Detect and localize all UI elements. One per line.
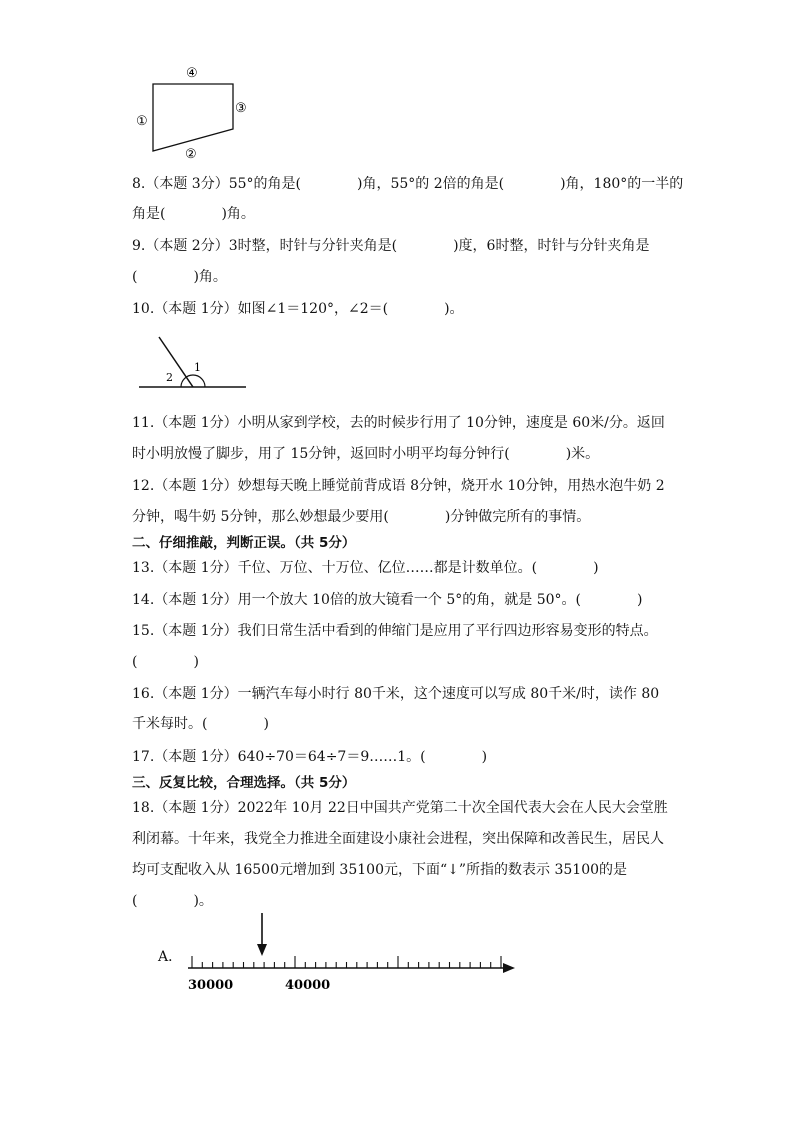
number-line-arrowhead (503, 963, 515, 973)
option-a-label: A． (158, 949, 183, 965)
question-9-line-2: ( )角。 (132, 269, 227, 285)
section-2-heading: 二、仔细推敲，判断正误。（共 5分） (132, 535, 356, 551)
question-11-line-1: 11.（本题 1分）小明从家到学校，去的时候步行用了 10分钟，速度是 60米/分。返回 (132, 415, 665, 431)
question-16-line-2: 千米每时。( ) (132, 716, 269, 732)
quadrilateral-shape (153, 84, 233, 151)
side-label-3: ③ (235, 101, 247, 116)
side-label-1: ① (136, 114, 148, 129)
angle-figure (135, 333, 250, 395)
question-10: 10.（本题 1分）如图∠1＝120°，∠2＝( )。 (132, 301, 464, 317)
question-18-line-3: 均可支配收入从 16500元增加到 35100元，下面“↓”所指的数表示 35100的是 (132, 862, 628, 878)
angle-ray (159, 337, 193, 387)
indicator-arrow-head (257, 944, 267, 956)
angle-label-2: 2 (166, 371, 173, 384)
angle-arc (181, 375, 205, 387)
question-15-line-2: ( ) (132, 654, 199, 670)
question-16-line-1: 16.（本题 1分）一辆汽车每小时行 80千米，这个速度可以写成 80千米/时，读作 80 (132, 686, 660, 702)
question-11-line-2: 时小明放慢了脚步，用了 15分钟，返回时小明平均每分钟行( )米。 (132, 446, 600, 462)
section-3-heading: 三、反复比较，合理选择。（共 5分） (132, 775, 356, 791)
angle-label-1: 1 (194, 361, 201, 374)
side-label-4: ④ (186, 66, 198, 81)
question-8-line-1: 8.（本题 3分）55°的角是( )角，55°的 2倍的角是( )角，180°的一半的 (132, 176, 684, 192)
question-15-line-1: 15.（本题 1分）我们日常生活中看到的伸缩门是应用了平行四边形容易变形的特点。 (132, 623, 658, 639)
question-13: 13.（本题 1分）千位、万位、十万位、亿位……都是计数单位。( ) (132, 560, 599, 576)
number-line-figure (180, 910, 525, 998)
tick-label-30000: 30000 (188, 978, 234, 993)
question-18-line-4: ( )。 (132, 893, 213, 909)
quadrilateral-figure (128, 62, 258, 162)
question-12-line-1: 12.（本题 1分）妙想每天晚上睡觉前背成语 8分钟，烧开水 10分钟，用热水泡牛奶 2 (132, 478, 665, 494)
side-label-2: ② (185, 147, 197, 162)
question-17: 17.（本题 1分）640÷70＝64÷7＝9……1。( ) (132, 749, 488, 765)
number-line-ticks (192, 956, 501, 968)
question-18-line-2: 利闭幕。十年来，我党全力推进全面建设小康社会进程，突出保障和改善民生，居民人 (132, 831, 664, 847)
question-18-line-1: 18.（本题 1分）2022年 10月 22日中国共产党第二十次全国代表大会在人民大会堂胜 (132, 800, 668, 816)
tick-label-40000: 40000 (285, 978, 331, 993)
question-12-line-2: 分钟，喝牛奶 5分钟，那么妙想最少要用( )分钟做完所有的事情。 (132, 509, 591, 525)
question-9-line-1: 9.（本题 2分）3时整，时针与分针夹角是( )度，6时整，时针与分针夹角是 (132, 238, 650, 254)
question-8-line-2: 角是( )角。 (132, 206, 255, 222)
question-14: 14.（本题 1分）用一个放大 10倍的放大镜看一个 5°的角，就是 50°。( ) (132, 592, 643, 608)
